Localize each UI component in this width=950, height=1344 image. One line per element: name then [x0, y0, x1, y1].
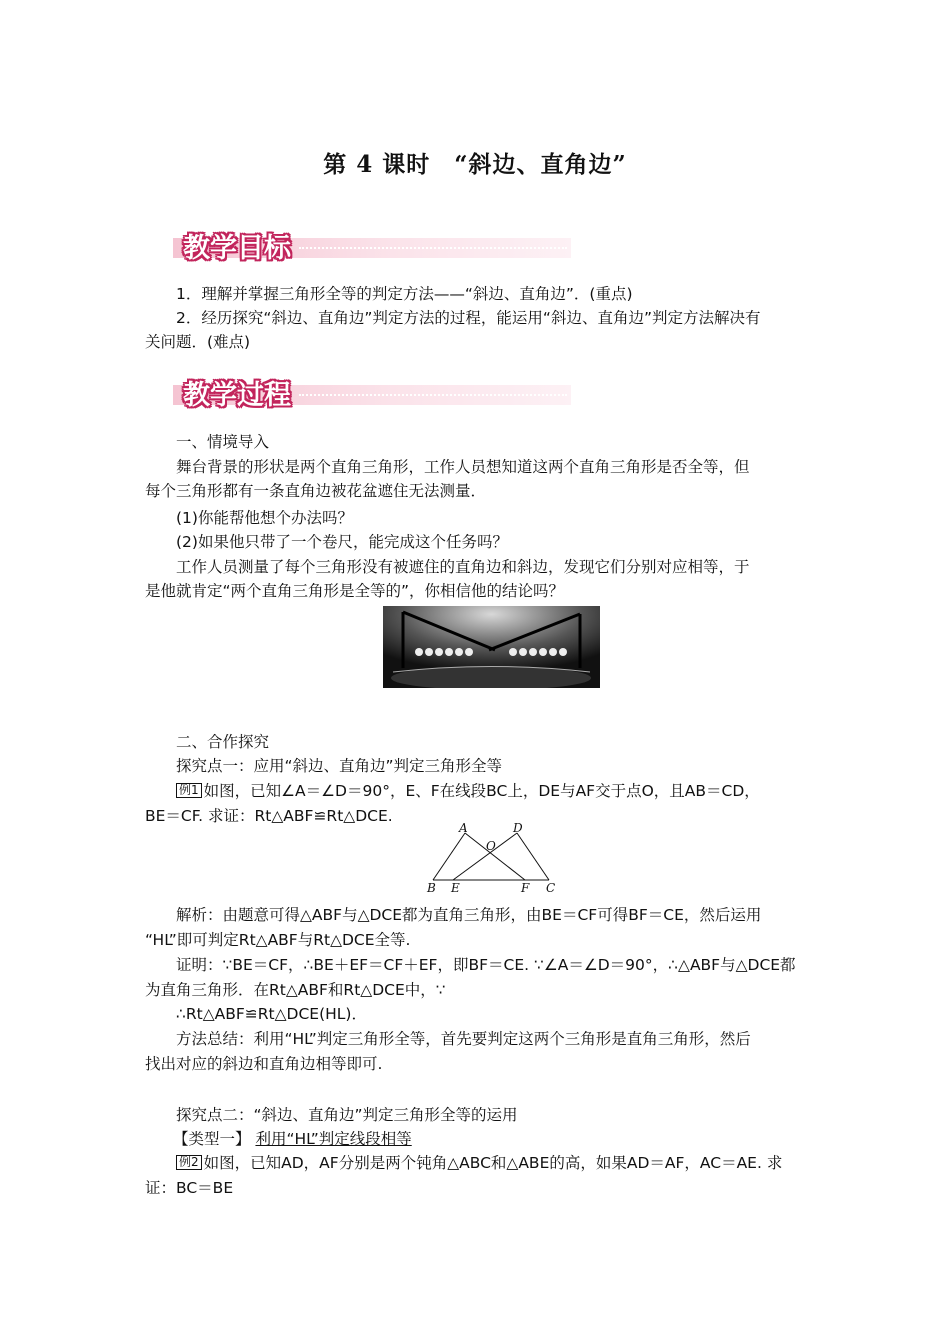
- proof-line2: 为直角三角形．在Rt△ABF和Rt△DCE中，∵: [145, 981, 446, 999]
- banner-dots: [299, 394, 567, 396]
- intro-question-1: (1)你能帮他想个办法吗？: [176, 509, 353, 527]
- intro-paragraph-line1: 舞台背景的形状是两个直角三角形，工作人员想知道这两个直角三角形是否全等，但: [176, 458, 750, 476]
- type-1-heading: [173, 1129, 838, 1149]
- goal-2-line1: 2．经历探究“斜边、直角边”判定方法的过程，能运用“斜边、直角边”判定方法解决有: [176, 309, 761, 327]
- explore-point-1: 探究点一：应用“斜边、直角边”判定三角形全等: [176, 757, 503, 775]
- summary-line2: 找出对应的斜边和直角边相等即可.: [145, 1055, 383, 1073]
- process-banner: [173, 375, 571, 413]
- label-d: D: [513, 821, 523, 835]
- label-c: C: [546, 881, 556, 895]
- stage-photo: [383, 606, 600, 688]
- intro-question-2: (2)如果他只带了一个卷尺，能完成这个任务吗？: [176, 533, 508, 551]
- analysis-line1: 解析：由题意可得△ABF与△DCE都为直角三角形，由BE＝CF可得BF＝CE，然后运用: [176, 906, 762, 924]
- example-1-line1: [145, 781, 841, 801]
- summary-line1: 方法总结：利用“HL”判定三角形全等，首先要判定这两个三角形是直角三角形，然后: [176, 1030, 751, 1048]
- explore-heading: 二、合作探究: [176, 733, 270, 751]
- intro-paragraph-line2: 每个三角形都有一条直角边被花盆遮住无法测量．: [145, 482, 487, 500]
- goal-2-line2: 关问题．(难点): [145, 333, 251, 351]
- goals-banner: [173, 228, 571, 266]
- label-b: B: [427, 881, 436, 895]
- page-title: 第 4 课时 “斜边、直角边”: [323, 151, 627, 178]
- example-2-tag: 例2: [176, 1155, 202, 1170]
- type-1-bracket: 【类型一】: [173, 1130, 251, 1148]
- label-f: F: [521, 881, 530, 895]
- example-2-line1: [145, 1153, 841, 1173]
- type-1-text: 利用“HL”判定线段相等: [255, 1130, 412, 1148]
- stage-photo-drawing: [383, 606, 600, 688]
- intro-heading: 一、情境导入: [176, 433, 270, 451]
- example-1-line2: BE＝CF. 求证：Rt△ABF≌Rt△DCE.: [145, 807, 393, 825]
- explore-point-2: 探究点二：“斜边、直角边”判定三角形全等的运用: [176, 1106, 518, 1124]
- proof-line3: ∴Rt△ABF≌Rt△DCE(HL)．: [176, 1005, 367, 1023]
- proof-line1: 证明：∵BE＝CF，∴BE＋EF＝CF＋EF，即BF＝CE. ∵∠A＝∠D＝90°，∴△ABF与△DCE都: [176, 956, 796, 974]
- example-1-text: 如图，已知∠A＝∠D＝90°，E、F在线段BC上，DE与AF交于点O，且AB＝CD，: [203, 782, 760, 800]
- example-1-tag: 例1: [176, 783, 202, 798]
- goals-banner-label: 教学目标: [183, 233, 291, 264]
- segment-de: [453, 833, 517, 880]
- segment-ab: [433, 833, 465, 880]
- process-banner-label: 教学过程: [183, 380, 291, 411]
- figure-triangles-abf-dce: [420, 821, 560, 895]
- analysis-line2: “HL”即可判定Rt△ABF与Rt△DCE全等.: [145, 931, 411, 949]
- intro-paragraph2-line2: 是他就肯定“两个直角三角形是全等的”，你相信他的结论吗？: [145, 582, 565, 600]
- intro-paragraph2-line1: 工作人员测量了每个三角形没有被遮住的直角边和斜边，发现它们分别对应相等，于: [176, 558, 750, 576]
- goal-1: 1．理解并掌握三角形全等的判定方法——“斜边、直角边”．(重点): [176, 285, 633, 303]
- label-a: A: [459, 821, 468, 835]
- label-o: O: [486, 839, 496, 853]
- example-2-line2: 证：BC＝BE: [145, 1179, 234, 1197]
- banner-dots: [299, 247, 567, 249]
- label-e: E: [451, 881, 460, 895]
- segment-dc: [517, 833, 549, 880]
- example-2-text: 如图，已知AD，AF分别是两个钝角△ABC和△ABE的高，如果AD＝AF，AC＝AE. 求: [203, 1154, 783, 1172]
